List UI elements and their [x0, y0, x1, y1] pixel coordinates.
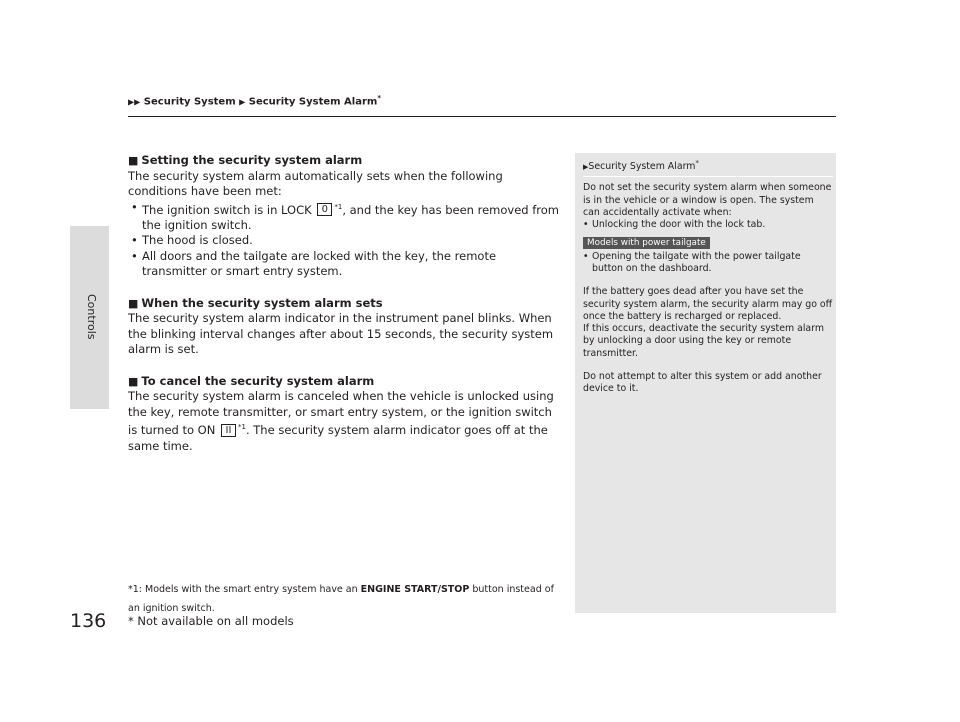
ignition-key-symbol: 0	[317, 203, 332, 216]
model-badge: Models with power tailgate	[583, 237, 710, 249]
square-bullet-icon: ■	[128, 296, 139, 310]
reference-arrow-icon: ▶	[583, 163, 589, 172]
sidebar-note	[583, 157, 833, 396]
section-heading-setting: ■ Setting the security system alarm	[128, 153, 363, 167]
breadcrumb-item-security-system: Security System	[143, 96, 236, 108]
sidebar-list	[583, 219, 833, 231]
sidebar-paragraph: If this occurs, deactivate the security system alarm by unlocking a door using the key or remote transmitter.	[583, 323, 824, 359]
breadcrumb-arrow-icon: ▶▶	[128, 97, 141, 107]
ignition-key-symbol: II	[221, 424, 236, 437]
sidebar-paragraph: Do not attempt to alter this system or add another device to it.	[583, 370, 822, 395]
breadcrumb-marker: *	[377, 94, 381, 102]
breadcrumb	[128, 94, 381, 107]
main-content	[128, 153, 563, 454]
list-item: • All doors and the tailgate are locked with the key, the remote transmitter or smart entry system.	[128, 249, 563, 280]
footnote-bold-text: ENGINE START/STOP	[360, 584, 470, 595]
footnote-ref: *1	[334, 202, 343, 211]
sidebar-title: ▶Security System Alarm*	[583, 159, 699, 173]
availability-note: * Not available on all models	[128, 614, 294, 628]
square-bullet-icon: ■	[128, 374, 139, 388]
header-rule	[128, 116, 836, 117]
list-item: • The hood is closed.	[128, 233, 563, 249]
page-number: 136	[70, 610, 107, 632]
list-item: • Unlocking the door with the lock tab.	[583, 219, 833, 231]
breadcrumb-arrow-icon: ▶	[239, 97, 246, 107]
section-cancel-body: The security system alarm is canceled when the vehicle is unlocked using the key, remote transmitter, or smart entry system, or the ignition switch is turned to ON II $^{*1}$. The security system alarm indicator goes off at the same time.	[128, 389, 554, 453]
section-heading-cancel: ■ To cancel the security system alarm	[128, 373, 375, 388]
side-tab-label: Controls	[85, 294, 98, 340]
footnote: *1: Models with the smart entry system have an ENGINE START/STOP button instead of an ignition switch.	[128, 584, 554, 614]
conditions-list	[128, 200, 563, 280]
footnote-ref: *1	[238, 423, 246, 432]
list-item: • The ignition switch is in LOCK 0 $^{*1}$, and the key has been removed from the ignition switch.	[128, 200, 563, 234]
square-bullet-icon: ■	[128, 154, 139, 167]
sidebar-paragraph: Do not set the security system alarm when someone is in the vehicle or a window is open. The system can accidentally activate when:	[583, 182, 832, 219]
section-heading-alarm-sets: ■ When the security system alarm sets	[128, 295, 383, 310]
sidebar-list	[583, 251, 833, 276]
section-setting-intro: The security system alarm automatically sets when the following conditions have been met:	[128, 168, 503, 198]
breadcrumb-item-security-system-alarm: Security System Alarm	[248, 96, 378, 108]
section-alarm-sets-body: The security system alarm indicator in the instrument panel blinks. When the blinking interval changes after about 15 seconds, the security system alarm is set.	[128, 311, 554, 357]
list-item: • Opening the tailgate with the power tailgate button on the dashboard.	[583, 251, 833, 276]
sidebar-paragraph: If the battery goes dead after you have set the security system alarm, the security alarm may go off once the battery is recharged or replaced.	[583, 286, 833, 322]
sidebar-divider	[583, 176, 833, 177]
